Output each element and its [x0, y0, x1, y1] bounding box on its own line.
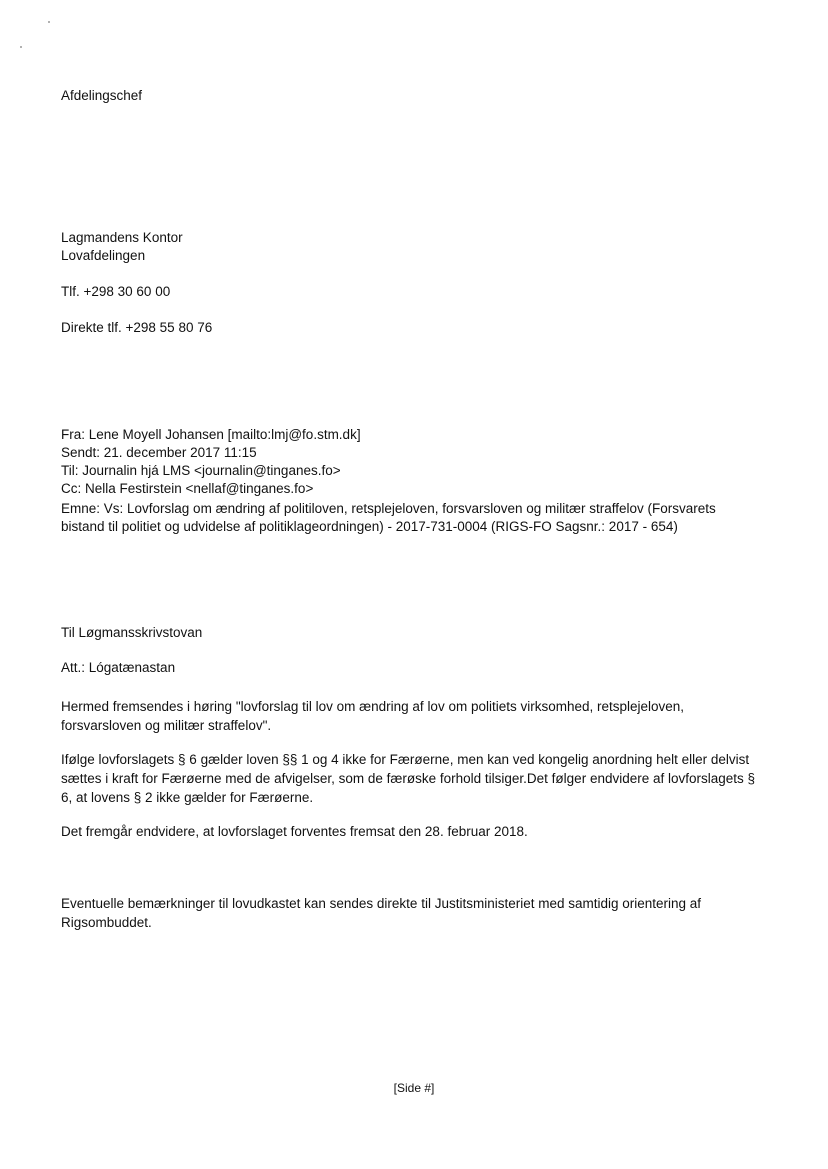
sender-direct-phone: Direkte tlf. +298 55 80 76	[61, 320, 213, 335]
body-attention: Att.: Lógatænastan	[61, 660, 176, 675]
heading-afdelingschef: Afdelingschef	[61, 88, 143, 103]
body-paragraph-4: Eventuelle bemærkninger til lovudkastet kan sendes direkte til Justitsministeriet med samtidig orientering af Rigsombuddet.	[61, 896, 702, 930]
body-paragraph-2: Ifølge lovforslagets § 6 gælder loven §§ 1 og 4 ikke for Færøerne, men kan ved kongelig anordning helt eller delvist sættes i kraft for Færøerne med de afvigelser, som de færøske forhold tilsiger.Det følger endvidere af lovforslagets § 6, at lovens § 2 ikke gælder for Færøerne.	[61, 752, 756, 805]
body-paragraph-1: Hermed fremsendes i høring "lovforslag til lov om ændring af lov om politiets virksomhed, retsplejeloven, forsvarsloven og militær straffelov".	[61, 699, 685, 733]
sender-phone: Tlf. +298 30 60 00	[61, 284, 171, 299]
sender-office: Lagmandens Kontor	[61, 230, 183, 245]
page-number-footer: [Side #]	[393, 1081, 435, 1095]
body-recipient: Til Løgmansskrivstovan	[61, 625, 203, 640]
email-subject-line1: Emne: Vs: Lovforslag om ændring af politiloven, retsplejeloven, forsvarsloven og militær straffelov (Forsvarets	[61, 501, 716, 516]
email-sent: Sendt: 21. december 2017 11:15	[61, 445, 257, 460]
scan-speck	[20, 46, 22, 48]
body-paragraph-3: Det fremgår endvidere, at lovforslaget forventes fremsat den 28. februar 2018.	[61, 824, 528, 839]
scan-speck	[48, 21, 50, 23]
email-from: Fra: Lene Moyell Johansen [mailto:lmj@fo.stm.dk]	[61, 427, 361, 442]
email-subject-line2: bistand til politiet og udvidelse af politiklageordningen) - 2017-731-0004 (RIGS-FO Sagsnr.: 2017 - 654)	[61, 519, 678, 534]
email-to: Til: Journalin hjá LMS <journalin@tinganes.fo>	[61, 463, 341, 478]
sender-department: Lovafdelingen	[61, 248, 146, 263]
email-cc: Cc: Nella Festirstein <nellaf@tinganes.fo>	[61, 481, 314, 496]
